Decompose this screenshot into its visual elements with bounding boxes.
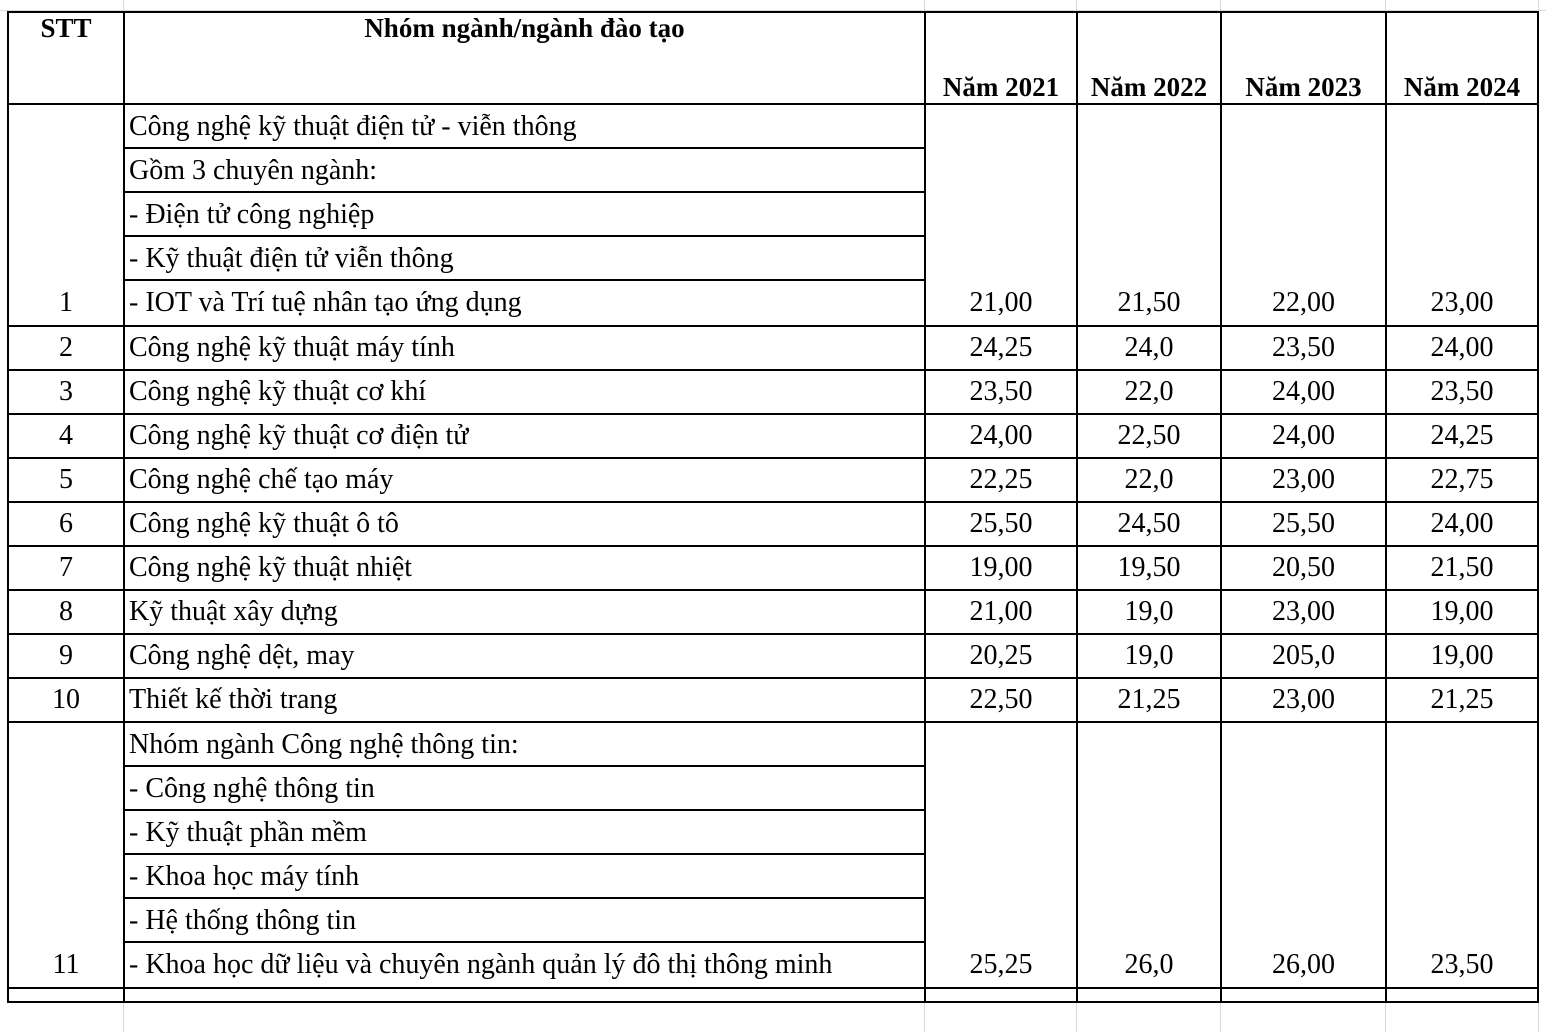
major-cell-group[interactable] xyxy=(124,104,925,326)
stt-cell[interactable]: 5 xyxy=(8,458,124,502)
stt-cell[interactable]: 7 xyxy=(8,546,124,590)
score-cell[interactable]: 24,00 xyxy=(925,414,1077,458)
score-cell[interactable] xyxy=(925,988,1077,1002)
major-cell[interactable]: Công nghệ dệt, may xyxy=(124,634,925,678)
major-line: Gồm 3 chuyên ngành: xyxy=(125,149,924,193)
score-cell[interactable]: 21,50 xyxy=(1386,546,1538,590)
major-cell[interactable]: Công nghệ kỹ thuật ô tô xyxy=(124,502,925,546)
score-cell[interactable]: 22,25 xyxy=(925,458,1077,502)
score-cell[interactable]: 26,0 xyxy=(1077,722,1221,988)
score-cell[interactable]: 23,50 xyxy=(1386,370,1538,414)
score-cell[interactable]: 24,0 xyxy=(1077,326,1221,370)
score-cell[interactable]: 20,50 xyxy=(1221,546,1386,590)
score-cell[interactable]: 205,0 xyxy=(1221,634,1386,678)
score-cell[interactable] xyxy=(1077,988,1221,1002)
score-cell[interactable]: 19,0 xyxy=(1077,634,1221,678)
score-cell[interactable]: 25,50 xyxy=(925,502,1077,546)
major-line: - Khoa học dữ liệu và chuyên ngành quản lý đô thị thông minh xyxy=(129,949,833,980)
major-line: - Hệ thống thông tin xyxy=(125,899,924,943)
major-cell[interactable] xyxy=(124,988,925,1002)
score-cell[interactable]: 24,00 xyxy=(1386,502,1538,546)
table-row xyxy=(8,678,1538,722)
score-cell[interactable]: 23,00 xyxy=(1386,104,1538,326)
major-cell[interactable]: Thiết kế thời trang xyxy=(124,678,925,722)
score-cell[interactable]: 25,50 xyxy=(1221,502,1386,546)
score-cell[interactable]: 23,00 xyxy=(1221,590,1386,634)
score-cell[interactable]: 19,00 xyxy=(925,546,1077,590)
score-cell[interactable]: 23,00 xyxy=(1221,458,1386,502)
header-year-2021[interactable]: Năm 2021 xyxy=(925,12,1077,104)
score-cell[interactable]: 24,25 xyxy=(925,326,1077,370)
header-row xyxy=(8,12,1538,104)
stt-cell[interactable]: 9 xyxy=(8,634,124,678)
stt-cell[interactable]: 10 xyxy=(8,678,124,722)
score-cell[interactable]: 21,25 xyxy=(1077,678,1221,722)
major-line: - Kỹ thuật phần mềm xyxy=(125,811,924,855)
score-cell[interactable] xyxy=(1221,988,1386,1002)
table-row xyxy=(8,104,1538,326)
score-cell[interactable]: 21,00 xyxy=(925,104,1077,326)
header-year-2022[interactable]: Năm 2022 xyxy=(1077,12,1221,104)
major-line: Công nghệ kỹ thuật điện tử - viễn thông xyxy=(125,105,924,149)
score-cell[interactable]: 21,50 xyxy=(1077,104,1221,326)
major-cell[interactable]: Công nghệ kỹ thuật nhiệt xyxy=(124,546,925,590)
major-cell[interactable]: Công nghệ kỹ thuật máy tính xyxy=(124,326,925,370)
table-row xyxy=(8,634,1538,678)
admission-score-table xyxy=(7,11,1539,1003)
major-line: - Khoa học máy tính xyxy=(125,855,924,899)
score-cell[interactable]: 24,25 xyxy=(1386,414,1538,458)
major-cell-group[interactable] xyxy=(124,722,925,988)
table-row xyxy=(8,414,1538,458)
score-cell[interactable]: 24,50 xyxy=(1077,502,1221,546)
major-line: Nhóm ngành Công nghệ thông tin: xyxy=(125,723,924,767)
major-cell[interactable]: Công nghệ kỹ thuật cơ khí xyxy=(124,370,925,414)
major-line: - Công nghệ thông tin xyxy=(125,767,924,811)
score-cell[interactable]: 25,25 xyxy=(925,722,1077,988)
score-cell[interactable]: 23,50 xyxy=(1221,326,1386,370)
table-row xyxy=(8,458,1538,502)
score-cell[interactable]: 19,00 xyxy=(1386,634,1538,678)
stt-cell[interactable] xyxy=(8,988,124,1002)
score-cell[interactable] xyxy=(1386,988,1538,1002)
score-cell[interactable]: 21,00 xyxy=(925,590,1077,634)
score-cell[interactable]: 24,00 xyxy=(1221,370,1386,414)
major-line: - Điện tử công nghiệp xyxy=(125,193,924,237)
score-cell[interactable]: 19,00 xyxy=(1386,590,1538,634)
score-cell[interactable]: 20,25 xyxy=(925,634,1077,678)
major-cell[interactable]: Công nghệ chế tạo máy xyxy=(124,458,925,502)
score-cell[interactable]: 22,75 xyxy=(1386,458,1538,502)
score-cell[interactable]: 23,50 xyxy=(925,370,1077,414)
table-row xyxy=(8,370,1538,414)
table-row xyxy=(8,502,1538,546)
table-row xyxy=(8,326,1538,370)
major-line: - Kỹ thuật điện tử viễn thông xyxy=(125,237,924,281)
table-row xyxy=(8,546,1538,590)
stt-cell[interactable]: 8 xyxy=(8,590,124,634)
score-cell[interactable]: 24,00 xyxy=(1221,414,1386,458)
header-year-2024[interactable]: Năm 2024 xyxy=(1386,12,1538,104)
stt-cell[interactable]: 4 xyxy=(8,414,124,458)
major-cell[interactable]: Kỹ thuật xây dựng xyxy=(124,590,925,634)
table-row-clipped xyxy=(8,988,1538,1002)
major-line: - IOT và Trí tuệ nhân tạo ứng dụng xyxy=(129,287,522,318)
score-cell[interactable]: 19,50 xyxy=(1077,546,1221,590)
score-cell[interactable]: 23,50 xyxy=(1386,722,1538,988)
table-row xyxy=(8,722,1538,988)
score-cell[interactable]: 26,00 xyxy=(1221,722,1386,988)
score-cell[interactable]: 22,00 xyxy=(1221,104,1386,326)
stt-cell[interactable]: 6 xyxy=(8,502,124,546)
score-cell[interactable]: 19,0 xyxy=(1077,590,1221,634)
score-cell[interactable]: 22,0 xyxy=(1077,370,1221,414)
header-year-2023[interactable]: Năm 2023 xyxy=(1221,12,1386,104)
score-cell[interactable]: 23,00 xyxy=(1221,678,1386,722)
header-stt[interactable]: STT xyxy=(8,12,124,104)
score-cell[interactable]: 24,00 xyxy=(1386,326,1538,370)
score-cell[interactable]: 22,50 xyxy=(925,678,1077,722)
table-row xyxy=(8,590,1538,634)
stt-cell[interactable]: 3 xyxy=(8,370,124,414)
score-cell[interactable]: 22,50 xyxy=(1077,414,1221,458)
stt-cell[interactable]: 11 xyxy=(8,722,124,988)
stt-cell[interactable]: 2 xyxy=(8,326,124,370)
score-cell[interactable]: 21,25 xyxy=(1386,678,1538,722)
score-cell[interactable]: 22,0 xyxy=(1077,458,1221,502)
stt-cell[interactable]: 1 xyxy=(8,104,124,326)
header-major[interactable]: Nhóm ngành/ngành đào tạo xyxy=(124,12,925,104)
major-cell[interactable]: Công nghệ kỹ thuật cơ điện tử xyxy=(124,414,925,458)
